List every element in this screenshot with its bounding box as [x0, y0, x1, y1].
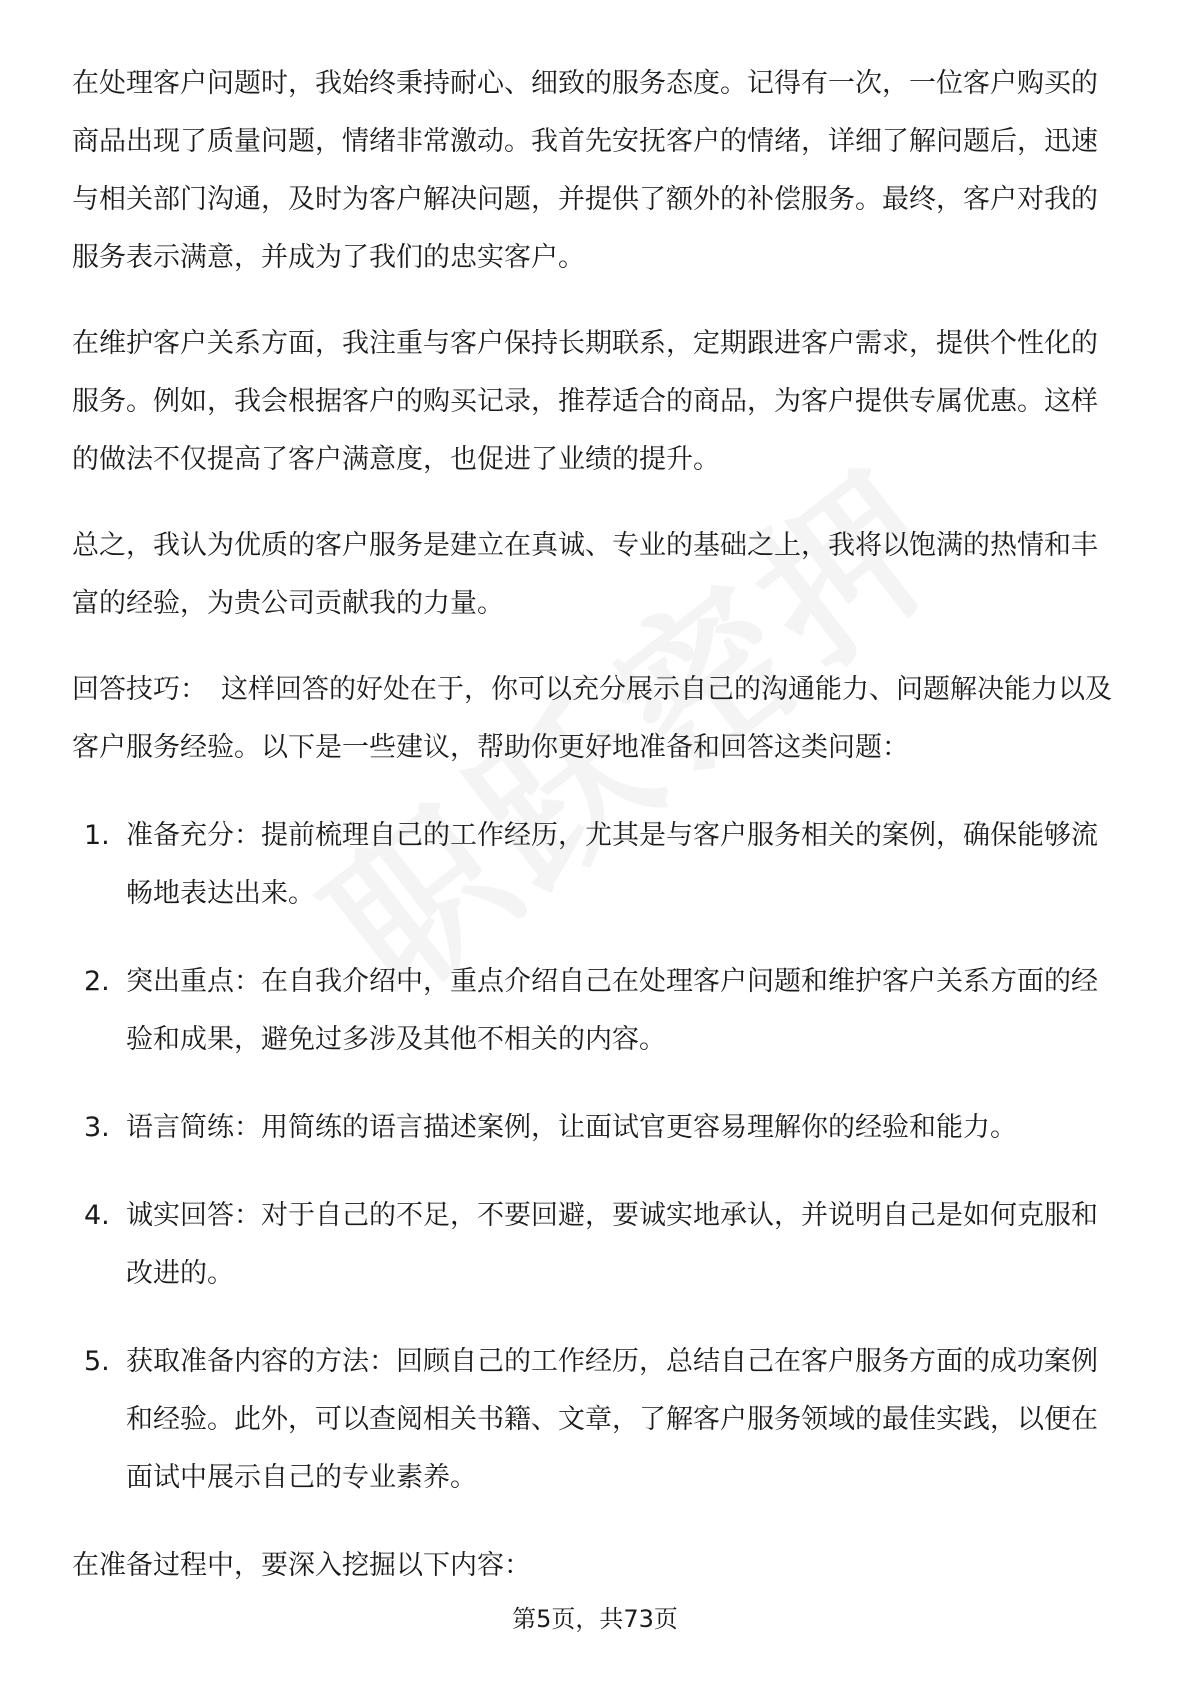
list-item-number: 5.	[84, 1346, 110, 1377]
answer-tips-label: 回答技巧：	[72, 674, 207, 705]
list-item-text: 诚实回答：对于自己的不足，不要回避，要诚实地承认，并说明自己是如何克服和改进的。	[126, 1200, 1098, 1289]
list-item-text: 准备充分：提前梳理自己的工作经历，尤其是与客户服务相关的案例，确保能够流畅地表达出来。	[126, 820, 1098, 909]
list-item	[72, 807, 1120, 923]
page-content	[72, 55, 1120, 1595]
closing-paragraph: 在准备过程中，要深入挖掘以下内容：	[72, 1550, 531, 1581]
paragraph-customer-relationship: 在维护客户关系方面，我注重与客户保持长期联系，定期跟进客户需求，提供个性化的服务。例如，我会根据客户的购买记录，推荐适合的商品，为客户提供专属优惠。这样的做法不仅提高了客户满意度，也促进了业绩的提升。	[72, 328, 1098, 475]
list-item	[72, 953, 1120, 1069]
answer-tips-text: 这样回答的好处在于，你可以充分展示自己的沟通能力、问题解决能力以及客户服务经验。以下是一些建议，帮助你更好地准备和回答这类问题：	[72, 674, 1112, 763]
paragraph-summary: 总之，我认为优质的客户服务是建立在真诚、专业的基础之上，我将以饱满的热情和丰富的经验，为贵公司贡献我的力量。	[72, 530, 1098, 619]
list-item	[72, 1333, 1120, 1507]
list-item	[72, 1187, 1120, 1303]
answer-tips-paragraph	[72, 661, 1120, 777]
list-item-number: 3.	[84, 1112, 110, 1143]
list-item	[72, 1099, 1120, 1157]
paragraph-customer-problem: 在处理客户问题时，我始终秉持耐心、细致的服务态度。记得有一次，一位客户购买的商品出现了质量问题，情绪非常激动。我首先安抚客户的情绪，详细了解问题后，迅速与相关部门沟通，及时为客户解决问题，并提供了额外的补偿服务。最终，客户对我的服务表示满意，并成为了我们的忠实客户。	[72, 68, 1098, 273]
list-item-number: 1.	[84, 820, 110, 851]
list-item-number: 2.	[84, 966, 110, 997]
list-item-text: 语言简练：用简练的语言描述案例，让面试官更容易理解你的经验和能力。	[126, 1112, 1017, 1143]
list-item-text: 突出重点：在自我介绍中，重点介绍自己在处理客户问题和维护客户关系方面的经验和成果，避免过多涉及其他不相关的内容。	[126, 966, 1098, 1055]
list-item-text: 获取准备内容的方法：回顾自己的工作经历，总结自己在客户服务方面的成功案例和经验。此外，可以查阅相关书籍、文章，了解客户服务领域的最佳实践，以便在面试中展示自己的专业素养。	[126, 1346, 1098, 1493]
list-item-number: 4.	[84, 1200, 110, 1231]
page-number-footer: 第5页，共73页	[512, 1605, 678, 1633]
tips-list	[72, 807, 1120, 1507]
